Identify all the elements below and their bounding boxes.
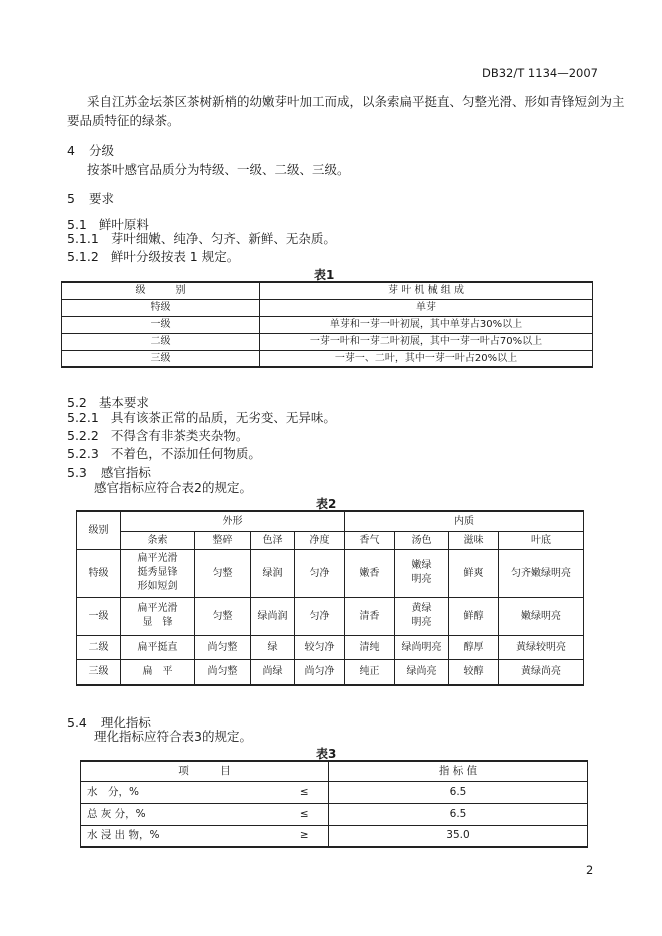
standard-code: DB32/T 1134—2007 [482, 66, 598, 80]
section-title: 要求 [88, 191, 114, 206]
table-header-cell: 色泽 [251, 531, 295, 549]
table-cell: 总 灰 分，% [81, 803, 281, 825]
section-number: 5 [67, 191, 75, 206]
clause-5-1-2: 5.1.2 鲜叶分级按表 1 规定。 [67, 249, 240, 264]
table-cell: 绿 [251, 635, 295, 659]
table-cell: 一级 [77, 597, 121, 635]
table-header-row [62, 282, 593, 299]
table-row [81, 781, 588, 803]
section-5-3-text: 感官指标应符合表2的规定。 [94, 480, 252, 495]
table-cell: 水 分，% [81, 781, 281, 803]
table-cell: 尚绿 [251, 659, 295, 685]
section-5-4-text: 理化指标应符合表3的规定。 [94, 729, 252, 744]
table-cell: 匀净 [295, 549, 345, 597]
intro-line-1: 采自江苏金坛茶区茶树新梢的幼嫩芽叶加工而成，以条索扁平挺直、匀整光滑、形如青锋短剑为主 [87, 94, 625, 109]
section-number: 5.3 [67, 465, 87, 480]
table-cell: 嫩香 [345, 549, 395, 597]
section-title: 理化指标 [100, 715, 151, 730]
table-cell: 匀整 [195, 549, 251, 597]
table-header-cell: 净度 [295, 531, 345, 549]
table-cell: 特级 [62, 299, 260, 316]
table-row [62, 350, 593, 367]
table-cell: 尚匀净 [295, 659, 345, 685]
table-row [62, 316, 593, 333]
table-header-cell: 项 目 [81, 761, 329, 781]
table-cell: 一芽一叶和一芽二叶初展，其中一芽一叶占70%以上 [260, 333, 593, 350]
section-number: 4 [67, 143, 75, 158]
table-cell: 单芽和一芽一叶初展，其中单芽占30%以上 [260, 316, 593, 333]
section-5-heading [67, 189, 114, 207]
table-cell: 扁平挺直 [121, 635, 195, 659]
table-2 [76, 510, 584, 686]
table-cell: 较匀净 [295, 635, 345, 659]
table-header-cell: 内质 [345, 511, 584, 531]
table-header-cell: 香气 [345, 531, 395, 549]
table-cell: 较醇 [449, 659, 499, 685]
section-4-text: 按茶叶感官品质分为特级、一级、二级、三级。 [87, 162, 350, 177]
table-row [81, 803, 588, 825]
table-header-cell: 外形 [121, 511, 345, 531]
table-1 [61, 281, 593, 368]
table-cell: 鲜爽 [449, 549, 499, 597]
table-cell: 醇厚 [449, 635, 499, 659]
table-cell: 黄绿 明亮 [395, 597, 449, 635]
table-row [77, 659, 584, 685]
table-cell: 6.5 [329, 781, 588, 803]
table-cell: 扁 平 [121, 659, 195, 685]
table-1-caption: 表1 [314, 268, 335, 282]
table-cell: 清香 [345, 597, 395, 635]
page-number: 2 [586, 863, 594, 877]
table-cell: 黄绿较明亮 [499, 635, 584, 659]
table-cell: 一级 [62, 316, 260, 333]
table-row [62, 299, 593, 316]
table-cell: 嫩绿明亮 [499, 597, 584, 635]
table-row [77, 549, 584, 597]
table-cell: ≤ [281, 781, 329, 803]
clause-5-2-3: 5.2.3 不着色，不添加任何物质。 [67, 446, 261, 461]
table-header-cell: 滋味 [449, 531, 499, 549]
table-header-row [81, 761, 588, 781]
section-number: 5.4 [67, 715, 87, 730]
clause-5-2-1: 5.2.1 具有该茶正常的品质，无劣变、无异味。 [67, 410, 336, 425]
table-header-cell: 条索 [121, 531, 195, 549]
table-header-cell: 叶底 [499, 531, 584, 549]
table-header-cell: 整碎 [195, 531, 251, 549]
table-cell: 尚匀整 [195, 635, 251, 659]
table-cell: 6.5 [329, 803, 588, 825]
table-header-cell: 级别 [77, 511, 121, 549]
table-cell: 黄绿尚亮 [499, 659, 584, 685]
table-cell: 清纯 [345, 635, 395, 659]
table-cell: 三级 [77, 659, 121, 685]
intro-line-2: 要品质特征的绿茶。 [67, 113, 180, 128]
table-header-cell: 指 标 值 [329, 761, 588, 781]
table-cell: 绿尚明亮 [395, 635, 449, 659]
table-cell: 鲜醇 [449, 597, 499, 635]
table-row [81, 825, 588, 847]
table-cell: ≥ [281, 825, 329, 847]
section-number: 5.1 [67, 217, 87, 232]
table-cell: 嫩绿 明亮 [395, 549, 449, 597]
table-header-cell: 芽 叶 机 械 组 成 [260, 282, 593, 299]
table-cell: 匀净 [295, 597, 345, 635]
table-cell: 二级 [62, 333, 260, 350]
section-title: 鲜叶原料 [98, 217, 149, 232]
table-header-cell: 汤色 [395, 531, 449, 549]
clause-5-1-1: 5.1.1 芽叶细嫩、纯净、匀齐、新鲜、无杂质。 [67, 231, 336, 246]
table-cell: 水 浸 出 物，% [81, 825, 281, 847]
table-3-caption: 表3 [316, 747, 337, 761]
table-3 [80, 760, 588, 848]
table-cell: 单芽 [260, 299, 593, 316]
table-cell: 绿润 [251, 549, 295, 597]
table-header-cell: 级 别 [62, 282, 260, 299]
table-cell: 二级 [77, 635, 121, 659]
table-cell: 绿尚润 [251, 597, 295, 635]
table-row [77, 635, 584, 659]
clause-5-2-2: 5.2.2 不得含有非茶类夹杂物。 [67, 428, 249, 443]
table-cell: 匀整 [195, 597, 251, 635]
table-cell: 绿尚亮 [395, 659, 449, 685]
table-cell: 纯正 [345, 659, 395, 685]
table-cell: 35.0 [329, 825, 588, 847]
section-title: 基本要求 [98, 395, 149, 410]
table-cell: 匀齐嫩绿明亮 [499, 549, 584, 597]
table-2-caption: 表2 [316, 497, 337, 511]
table-row [77, 597, 584, 635]
section-title: 感官指标 [100, 465, 151, 480]
table-cell: 特级 [77, 549, 121, 597]
table-cell: 尚匀整 [195, 659, 251, 685]
table-row [62, 333, 593, 350]
table-cell: 一芽一、二叶，其中一芽一叶占20%以上 [260, 350, 593, 367]
table-cell: 扁平光滑 显 锋 [121, 597, 195, 635]
table-cell: ≤ [281, 803, 329, 825]
table-cell: 扁平光滑 挺秀显锋 形如短剑 [121, 549, 195, 597]
table-cell: 三级 [62, 350, 260, 367]
table-header-row [77, 511, 584, 531]
section-number: 5.2 [67, 395, 87, 410]
section-title: 分级 [88, 143, 114, 158]
section-4-heading [67, 141, 114, 159]
table-header-row [77, 531, 584, 549]
